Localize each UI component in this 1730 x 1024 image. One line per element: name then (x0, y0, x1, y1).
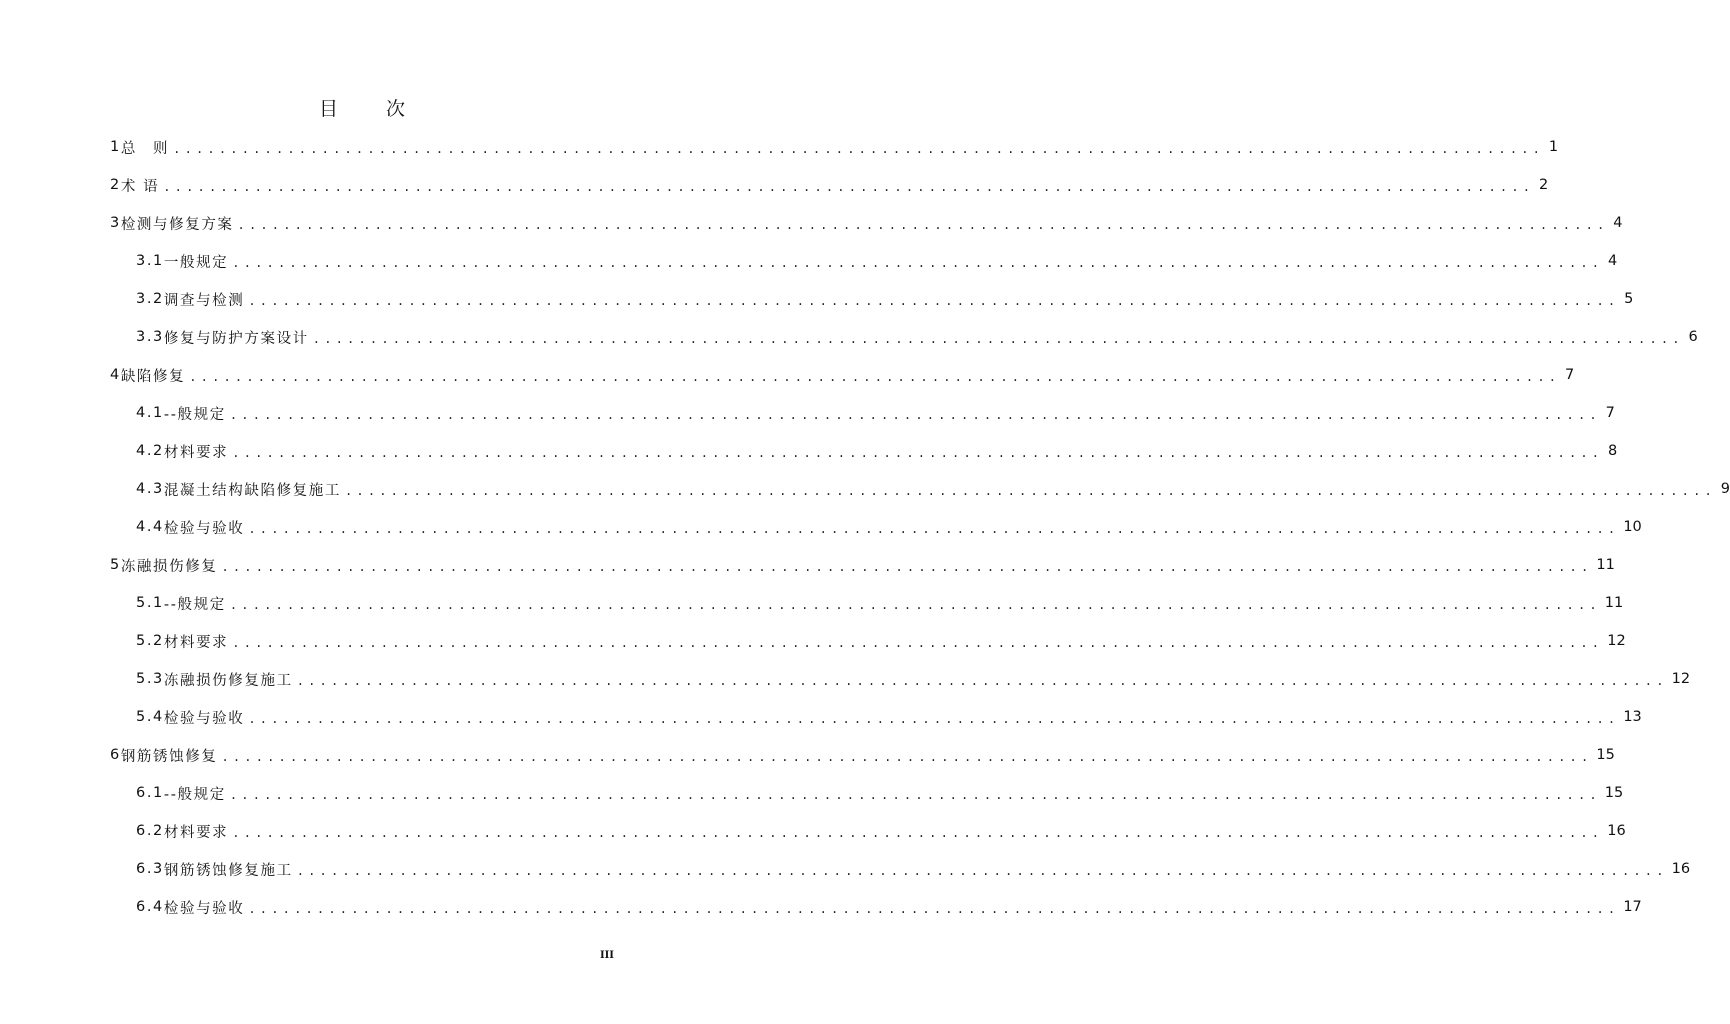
toc-subentry[interactable] (110, 394, 1615, 432)
toc-entry-label: 冻融损伤修复施工 (163, 672, 293, 689)
toc-subentry[interactable] (110, 660, 1691, 698)
toc-entry-label: 一般规定 (163, 254, 229, 271)
toc-title (0, 94, 724, 121)
toc-leader-dots: ........................................................................................................................ (189, 370, 1561, 384)
toc-subentry[interactable] (110, 850, 1691, 888)
toc-entry-number: 1 (110, 139, 121, 155)
toc-entry-page: 7 (1605, 405, 1615, 421)
toc-entry-label: 修复与防护方案设计 (163, 330, 309, 347)
toc-entry-page: 15 (1604, 785, 1624, 801)
toc-leader-dots: ........................................................................................................................ (221, 750, 1593, 764)
toc-leader-dots: ........................................................................................................................ (232, 636, 1604, 650)
toc-entry-page: 2 (1538, 177, 1549, 193)
toc-leader-dots: ........................................................................................................................ (248, 294, 1620, 308)
toc-entry-number: 5.2 (136, 633, 164, 649)
toc-leader-dots: ........................................................................................................................ (248, 522, 1620, 536)
toc-leader-dots: ........................................................................................................................ (163, 180, 1535, 194)
toc-entry-label: --般规定 (163, 406, 226, 423)
toc-entry-label: 材料要求 (163, 634, 229, 651)
toc-subentry[interactable] (110, 470, 1730, 508)
toc-entry-page: 6 (1688, 329, 1698, 345)
toc-entry-label: --般规定 (163, 596, 226, 613)
toc-entry[interactable] (110, 166, 1549, 204)
toc-entry-page: 15 (1596, 747, 1615, 763)
toc-entry-number: 6.1 (136, 785, 164, 801)
toc-entry-label: 总 则 (120, 140, 170, 157)
toc-leader-dots: ........................................................................................................................ (232, 256, 1604, 270)
table-of-contents (110, 128, 1730, 926)
toc-leader-dots: ........................................................................................................................ (296, 864, 1668, 878)
toc-entry-number: 6.2 (136, 823, 164, 839)
toc-entry-page: 4 (1608, 253, 1618, 269)
toc-entry-page: 16 (1607, 823, 1626, 839)
toc-entry-number: 6.3 (136, 861, 164, 877)
toc-subentry[interactable] (110, 812, 1626, 850)
toc-leader-dots: ........................................................................................................................ (229, 408, 1601, 422)
toc-subentry[interactable] (110, 432, 1618, 470)
toc-entry-page: 4 (1613, 215, 1623, 231)
toc-subentry[interactable] (110, 774, 1624, 812)
toc-entry-page: 7 (1564, 367, 1575, 383)
toc-entry-page: 16 (1671, 861, 1691, 877)
toc-entry-label: --般规定 (163, 786, 226, 803)
toc-entry-label: 检验与验收 (163, 710, 245, 727)
toc-entry-number: 5.1 (136, 595, 164, 611)
toc-entry-number: 4.4 (136, 519, 164, 535)
toc-entry-label: 混凝土结构缺陷修复施工 (163, 482, 341, 499)
toc-entry-page: 1 (1548, 139, 1559, 155)
toc-entry-number: 3.3 (136, 329, 164, 345)
toc-entry-number: 5.4 (136, 709, 164, 725)
toc-subentry[interactable] (110, 888, 1642, 926)
toc-leader-dots: ........................................................................................................................ (296, 674, 1668, 688)
toc-leader-dots: ........................................................................................................................ (232, 446, 1604, 460)
toc-entry-number: 4 (110, 367, 121, 383)
toc-entry-number: 3 (110, 215, 121, 231)
toc-entry-page: 11 (1604, 595, 1624, 611)
toc-subentry[interactable] (110, 242, 1618, 280)
toc-subentry[interactable] (110, 698, 1642, 736)
toc-entry-label: 钢筋锈蚀修复施工 (163, 862, 293, 879)
toc-leader-dots: ........................................................................................................................ (229, 788, 1601, 802)
toc-entry[interactable] (110, 128, 1559, 166)
toc-entry-page: 8 (1608, 443, 1618, 459)
toc-entry-number: 6 (110, 747, 121, 763)
toc-entry-label: 检验与验收 (163, 900, 245, 917)
toc-leader-dots: ........................................................................................................................ (237, 218, 1609, 232)
toc-entry[interactable] (110, 546, 1615, 584)
toc-leader-dots: ........................................................................................................................ (344, 484, 1716, 498)
toc-entry-label: 术 语 (120, 178, 160, 195)
toc-entry[interactable] (110, 356, 1575, 394)
page-number-footer: III (599, 950, 614, 961)
toc-entry-label: 冻融损伤修复 (120, 558, 218, 575)
toc-leader-dots: ........................................................................................................................ (312, 332, 1684, 346)
toc-entry-page: 11 (1596, 557, 1615, 573)
toc-entry-page: 9 (1720, 481, 1730, 497)
toc-entry[interactable] (110, 204, 1623, 242)
toc-leader-dots: ........................................................................................................................ (248, 712, 1620, 726)
toc-entry-page: 5 (1624, 291, 1634, 307)
toc-entry-number: 2 (110, 177, 121, 193)
toc-subentry[interactable] (110, 318, 1698, 356)
toc-subentry[interactable] (110, 280, 1634, 318)
toc-subentry[interactable] (110, 508, 1642, 546)
toc-entry-number: 3.2 (136, 291, 164, 307)
toc-leader-dots: ........................................................................................................................ (173, 142, 1545, 156)
toc-entry-number: 4.3 (136, 481, 164, 497)
toc-entry-label: 检测与修复方案 (120, 216, 234, 233)
toc-title-left: 目 (318, 98, 338, 120)
toc-subentry[interactable] (110, 584, 1624, 622)
toc-entry-number: 3.1 (136, 253, 164, 269)
toc-entry[interactable] (110, 736, 1615, 774)
toc-subentry[interactable] (110, 622, 1626, 660)
toc-entry-number: 4.1 (136, 405, 164, 421)
toc-entry-label: 缺陷修复 (120, 368, 186, 385)
toc-entry-number: 4.2 (136, 443, 164, 459)
toc-leader-dots: ........................................................................................................................ (229, 598, 1601, 612)
toc-entry-number: 6.4 (136, 899, 164, 915)
toc-entry-page: 12 (1671, 671, 1691, 687)
toc-entry-label: 调查与检测 (163, 292, 245, 309)
toc-entry-label: 检验与验收 (163, 520, 245, 537)
toc-leader-dots: ........................................................................................................................ (221, 560, 1593, 574)
toc-entry-number: 5 (110, 557, 121, 573)
toc-entry-page: 13 (1623, 709, 1642, 725)
toc-entry-number: 5.3 (136, 671, 164, 687)
toc-entry-label: 材料要求 (163, 444, 229, 461)
toc-entry-label: 材料要求 (163, 824, 229, 841)
toc-entry-label: 钢筋锈蚀修复 (120, 748, 218, 765)
toc-entry-page: 12 (1607, 633, 1626, 649)
toc-leader-dots: ........................................................................................................................ (232, 826, 1604, 840)
toc-entry-page: 10 (1623, 519, 1642, 535)
toc-title-right: 次 (386, 98, 406, 120)
toc-entry-page: 17 (1623, 899, 1642, 915)
toc-leader-dots: ........................................................................................................................ (248, 902, 1620, 916)
